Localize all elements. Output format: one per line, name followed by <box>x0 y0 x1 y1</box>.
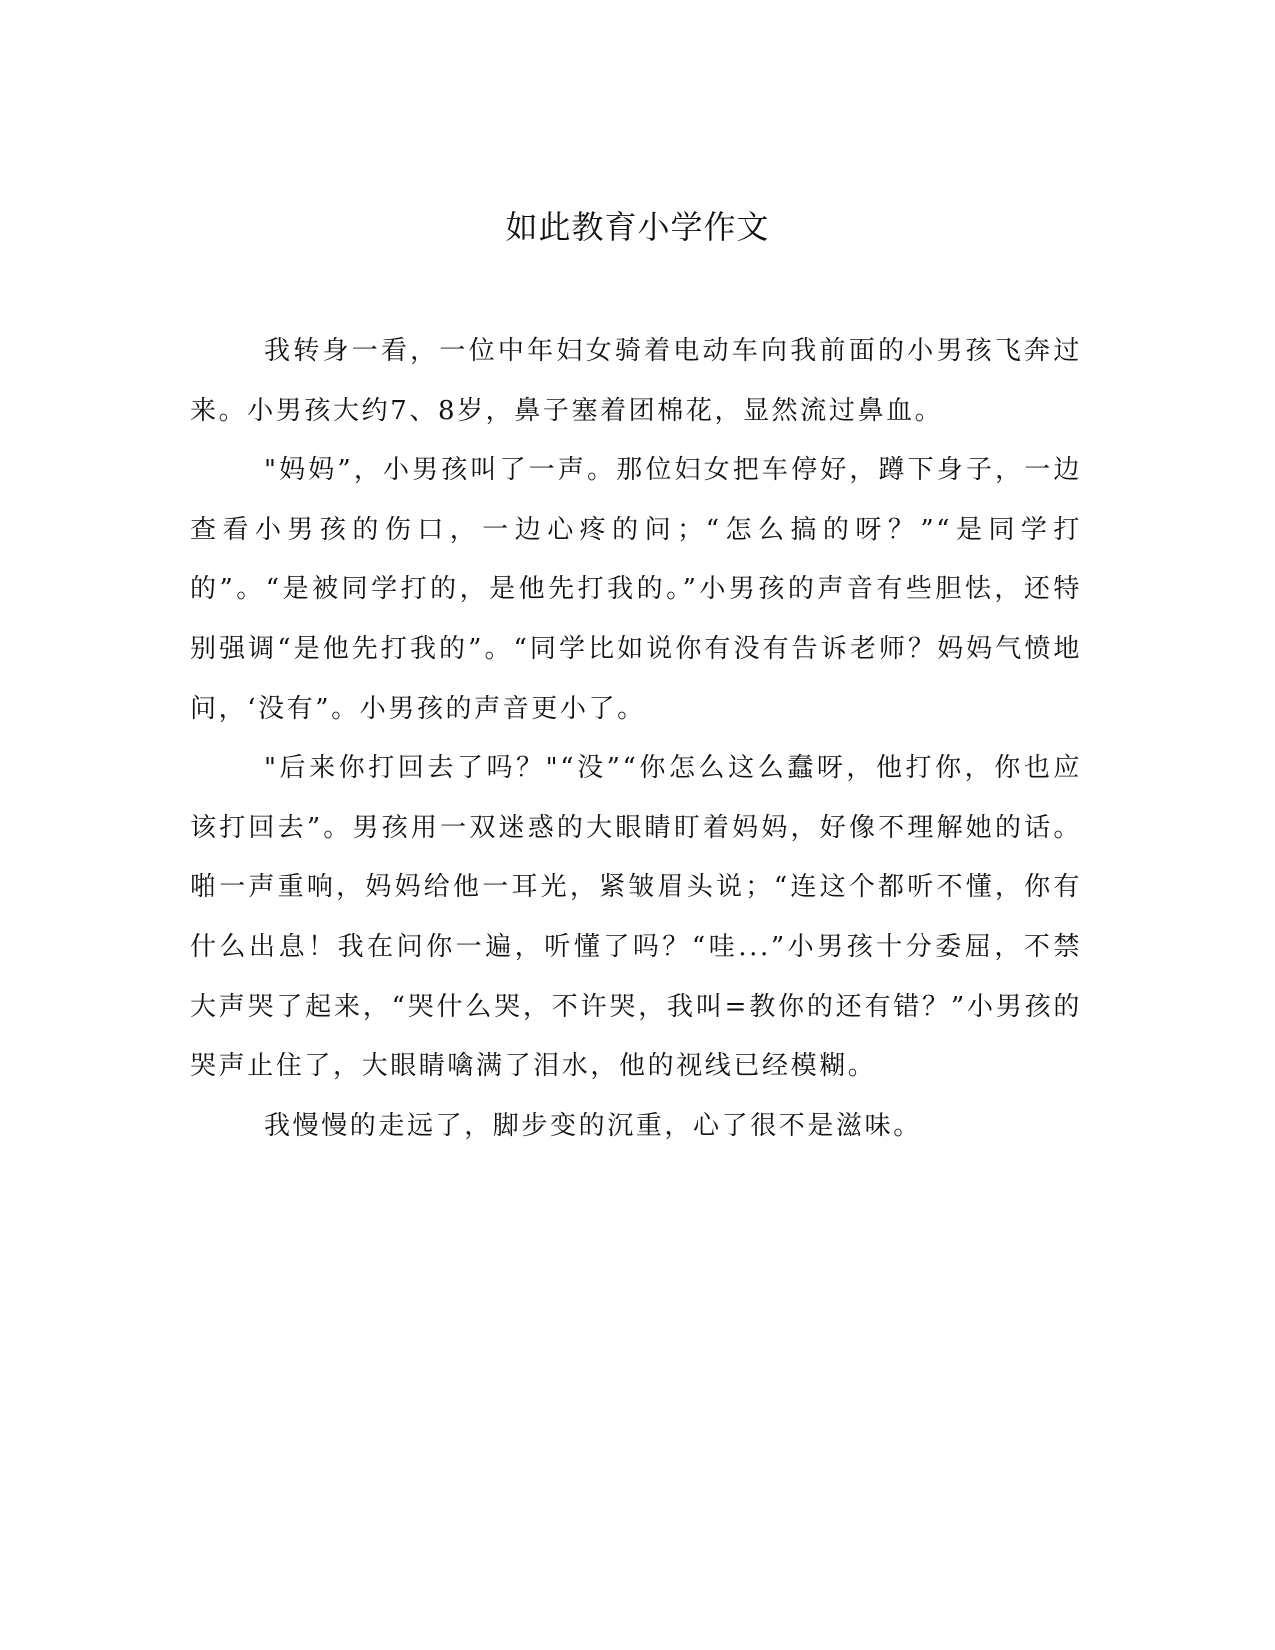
document-body <box>190 322 1082 1156</box>
paragraph-1: 我转身一看，一位中年妇女骑着电动车向我前面的小男孩飞奔过来。小男孩大约7、8岁，鼻子塞着团棉花，显然流过鼻血。 <box>190 336 1082 426</box>
paragraph-2: "妈妈”，小男孩叫了一声。那位妇女把车停好，蹲下身子，一边查看小男孩的伤口，一边心疼的问；“怎么搞的呀？”“是同学打的”。“是被同学打的，是他先打我的。”小男孩的声音有些胆怯，还特别强调“是他先打我的”。“同学比如说你有没有告诉老师？妈妈气愤地问，‘没有”。小男孩的声音更小了。 <box>190 455 1082 724</box>
paragraph-4: 我慢慢的走远了，脚步变的沉重，心了很不是滋味。 <box>264 1110 922 1141</box>
document-title: 如此教育小学作文 <box>505 208 770 246</box>
paragraph-3: "后来你打回去了吗？"“没”“你怎么这么蠢呀，他打你，你也应该打回去”。男孩用一双迷惑的大眼睛盯着妈妈，好像不理解她的话。啪一声重响，妈妈给他一耳光，紧皱眉头说；“连这个都听不懂，你有什么出息！我在问你一遍，听懂了吗？“哇...”小男孩十分委屈，不禁大声哭了起来，“哭什么哭，不许哭，我叫=教你的还有错？”小男孩的哭声止住了，大眼睛噙满了泪水，他的视线已经模糊。 <box>190 753 1082 1082</box>
